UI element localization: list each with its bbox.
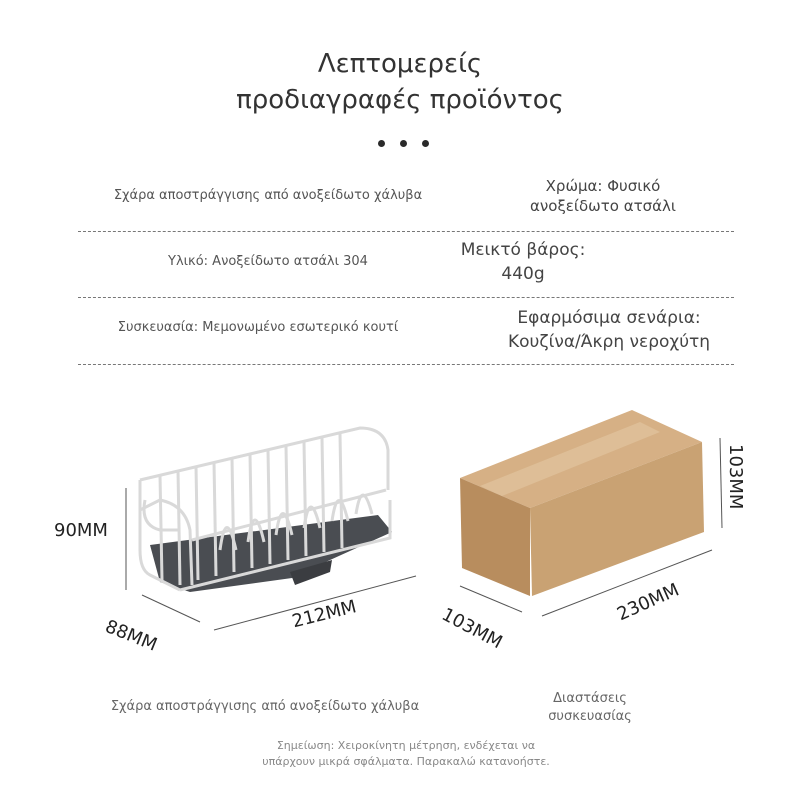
divider [78, 297, 734, 298]
box-height-label: 103MM [725, 444, 746, 510]
box-caption [500, 690, 680, 726]
box-length-label: 230MM [614, 579, 683, 626]
rack-caption: Σχάρα αποστράγγισης από ανοξείδωτο χάλυβα [110, 699, 420, 714]
spec-product-name: Σχάρα αποστράγγισης από ανοξείδωτο χάλυβα [113, 188, 423, 203]
spec-usage-label: Εφαρμόσιμα σενάρια: [517, 308, 701, 328]
rack-height-label: 90MM [54, 520, 108, 541]
divider [78, 231, 734, 232]
spec-packaging: Συσκευασία: Μεμονωμένο εσωτερικό κουτί [117, 320, 399, 335]
box-caption-line2: συσκευασίας [548, 709, 632, 724]
page-title-line2: προδιαγραφές προϊόντος [236, 85, 564, 115]
spec-weight-value: 440g [501, 264, 545, 284]
decorative-dots [378, 136, 438, 150]
note-line1: Σημείωση: Χειροκίνητη μέτρηση, ενδέχεται να [276, 739, 536, 752]
spec-usage-value: Κουζίνα/Άκρη νεροχύτη [507, 332, 711, 352]
dot-icon [378, 140, 385, 147]
rack-length-label: 212MM [290, 596, 359, 633]
spec-weight [410, 238, 636, 286]
dot-icon [400, 140, 407, 147]
measurement-note [0, 738, 800, 770]
spec-weight-label: Μεικτό βάρος: [460, 240, 586, 260]
divider [78, 364, 734, 365]
rack-depth-label: 88MM [102, 616, 161, 656]
spec-color-value: ανοξείδωτο ατσάλι [530, 197, 676, 215]
spec-color [490, 176, 716, 216]
note-line2: υπάρχουν μικρά σφάλματα. Παρακαλώ κατανοήστε. [262, 755, 550, 768]
box-depth-label: 103MM [438, 604, 506, 654]
spec-material: Υλικό: Ανοξείδωτο ατσάλι 304 [168, 254, 368, 269]
page-title-line1: Λεπτομερείς [317, 49, 483, 79]
package-box-illustration [430, 390, 760, 660]
spec-usage [496, 306, 722, 354]
spec-color-label: Χρώμα: Φυσικό [545, 177, 661, 195]
dot-icon [422, 140, 429, 147]
box-caption-line1: Διαστάσεις [553, 691, 627, 706]
